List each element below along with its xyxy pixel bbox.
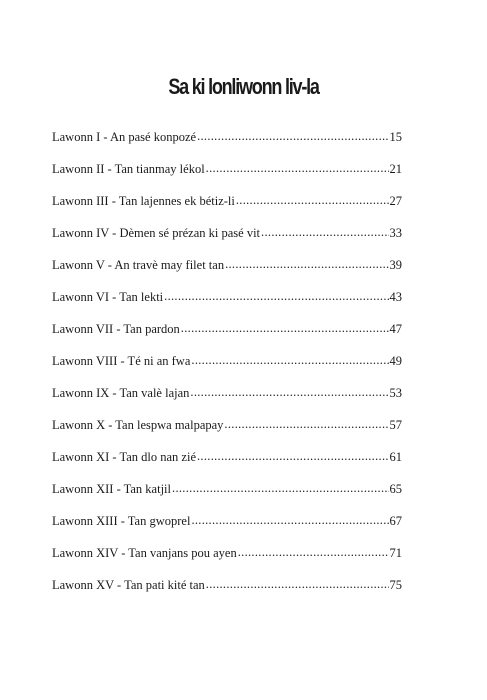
toc-entry-page: 71 [389,546,402,560]
toc-entry [52,194,402,226]
toc-entry-label: Lawonn XV - Tan pati kité tan [52,578,205,592]
toc-entry-label: Lawonn XIV - Tan vanjans pou ayen [52,546,237,560]
toc-entry-page: 67 [389,514,402,528]
toc-entry-page: 75 [389,578,402,592]
toc-leader-dots [190,385,388,400]
toc-entry [52,226,402,258]
toc-leader-dots [238,545,389,560]
toc-entry [52,258,402,290]
toc-entry-page: 53 [389,386,402,400]
toc-leader-dots [206,577,389,592]
toc-entry [52,514,402,546]
toc-entry-label: Lawonn VIII - Té ni an fwa [52,354,191,368]
toc-entry [52,482,402,514]
toc-leader-dots [236,193,389,208]
toc-entry-page: 61 [389,450,402,464]
toc-entry [52,162,402,194]
toc-entry-label: Lawonn XII - Tan katjil [52,482,172,496]
toc-entry-page: 33 [389,226,402,240]
toc-entry-label: Lawonn XIII - Tan gwoprel [52,514,191,528]
toc-leader-dots [225,257,388,272]
toc-entry [52,130,402,162]
toc-title: Sa ki lonliwonn liv-la [168,74,319,99]
toc-entry [52,354,402,386]
toc-entry-page: 15 [389,130,402,144]
toc-leader-dots [164,289,388,304]
toc-entry [52,450,402,482]
toc-entry-label: Lawonn I - An pasé konpozé [52,130,197,144]
toc-entry-page: 57 [389,418,402,432]
toc-entry [52,386,402,418]
toc-entry-label: Lawonn XI - Tan dlo nan zié [52,450,196,464]
toc-leader-dots [261,225,388,240]
toc-entry-page: 39 [389,258,402,272]
toc-leader-dots [197,129,388,144]
toc-entry [52,290,402,322]
toc-leader-dots [172,481,388,496]
toc-entry-label: Lawonn IX - Tan valè lajan [52,386,190,400]
toc-entry-label: Lawonn X - Tan lespwa malpapay [52,418,224,432]
toc-entry [52,546,402,578]
toc-leader-dots [197,449,389,464]
toc-leader-dots [181,321,389,336]
toc-leader-dots [206,161,389,176]
toc-entry-page: 43 [389,290,402,304]
toc-entry-label: Lawonn VI - Tan lekti [52,290,164,304]
toc-entry-page: 27 [389,194,402,208]
toc-entry-label: Lawonn VII - Tan pardon [52,322,180,336]
toc-entry-page: 47 [389,322,402,336]
toc-entry [52,322,402,354]
toc-entry-label: Lawonn V - An travè may filet tan [52,258,225,272]
toc-leader-dots [224,417,388,432]
toc-entry-label: Lawonn III - Tan lajennes ek bétiz-li [52,194,235,208]
toc-list [52,130,402,610]
toc-entry-page: 21 [389,162,402,176]
toc-entry [52,578,402,610]
toc-leader-dots [191,353,388,368]
toc-entry [52,418,402,450]
toc-entry-page: 65 [389,482,402,496]
toc-entry-label: Lawonn IV - Dèmen sé prézan ki pasé vit [52,226,261,240]
toc-leader-dots [191,513,388,528]
toc-entry-label: Lawonn II - Tan tianmay lékol [52,162,205,176]
toc-entry-page: 49 [389,354,402,368]
